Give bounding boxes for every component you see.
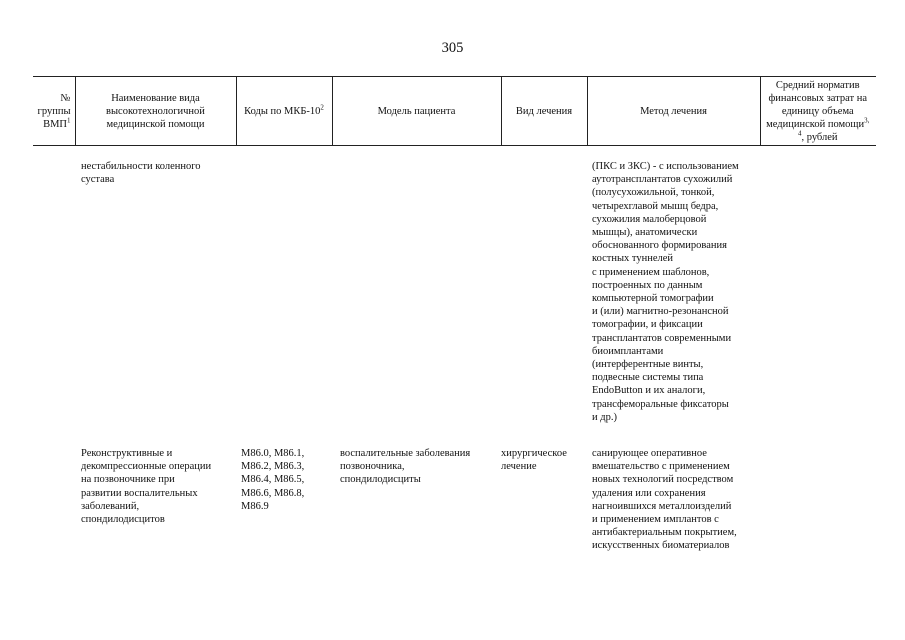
footnote-mark: 2 [320, 103, 324, 111]
header-group-number: № группы ВМП$^1$ [33, 77, 75, 146]
row2-treatment-type: хирургическое лечение [501, 448, 567, 473]
row1-treatment-method: (ПКС и ЗКС) - с использованием аутотрансплантатов сухожилий (полусухожильной, тонкой, четырехглавой мышц бедра, сухожилия малоберцовой мышцы), анатомически обоснованного формирования костных туннелей с применением шаблонов, построенных по данным компьютерной томографии и (или) магнитно-резонансной томографии, и фиксации трансплантатов современными биоимплантами (интерферентные винты, подвесные системы типа EndoButton и их аналоги, трансфеморальные фиксаторы и др.) [592, 161, 739, 423]
page-number: 305 [441, 40, 464, 56]
header-patient-model: Модель пациента [332, 77, 501, 146]
header-treatment-method: Метод лечения [587, 77, 760, 146]
row1-vmp-name: нестабильности коленного сустава [81, 161, 201, 186]
row2-patient-model: воспалительные заболевания позвоночника, спондилодисциты [340, 448, 471, 486]
footnote-mark: 3, 4 [797, 116, 870, 137]
header-treatment-type: Вид лечения [501, 77, 587, 146]
table-header [33, 76, 876, 146]
row2-treatment-method: санирующее оперативное вмешательство с применением новых технологий посредством удаления или сохранения нагноившихся металлоизделий и применением имплантов с антибактериальным покрытием, искусственных биоматериалов [592, 448, 737, 552]
header-icd-codes: Коды по МКБ-$10^2$ [236, 77, 332, 146]
header-vmp-name: Наименование вида высокотехнологичной медицинской помощи [75, 77, 236, 146]
header-cost-standard: Средний норматив финансовых затрат на единицу объема медицинской помощи$^{3, 4}$, рублей [760, 77, 876, 146]
row2-icd-codes: M86.0, M86.1, M86.2, M86.3, M86.4, M86.5, M86.6, M86.8, M86.9 [241, 448, 305, 512]
row2-vmp-name: Реконструктивные и декомпрессионные операции на позвоночнике при развитии воспалительных заболеваний, спондилодисцитов [81, 448, 212, 526]
footnote-mark: 1 [67, 116, 71, 124]
